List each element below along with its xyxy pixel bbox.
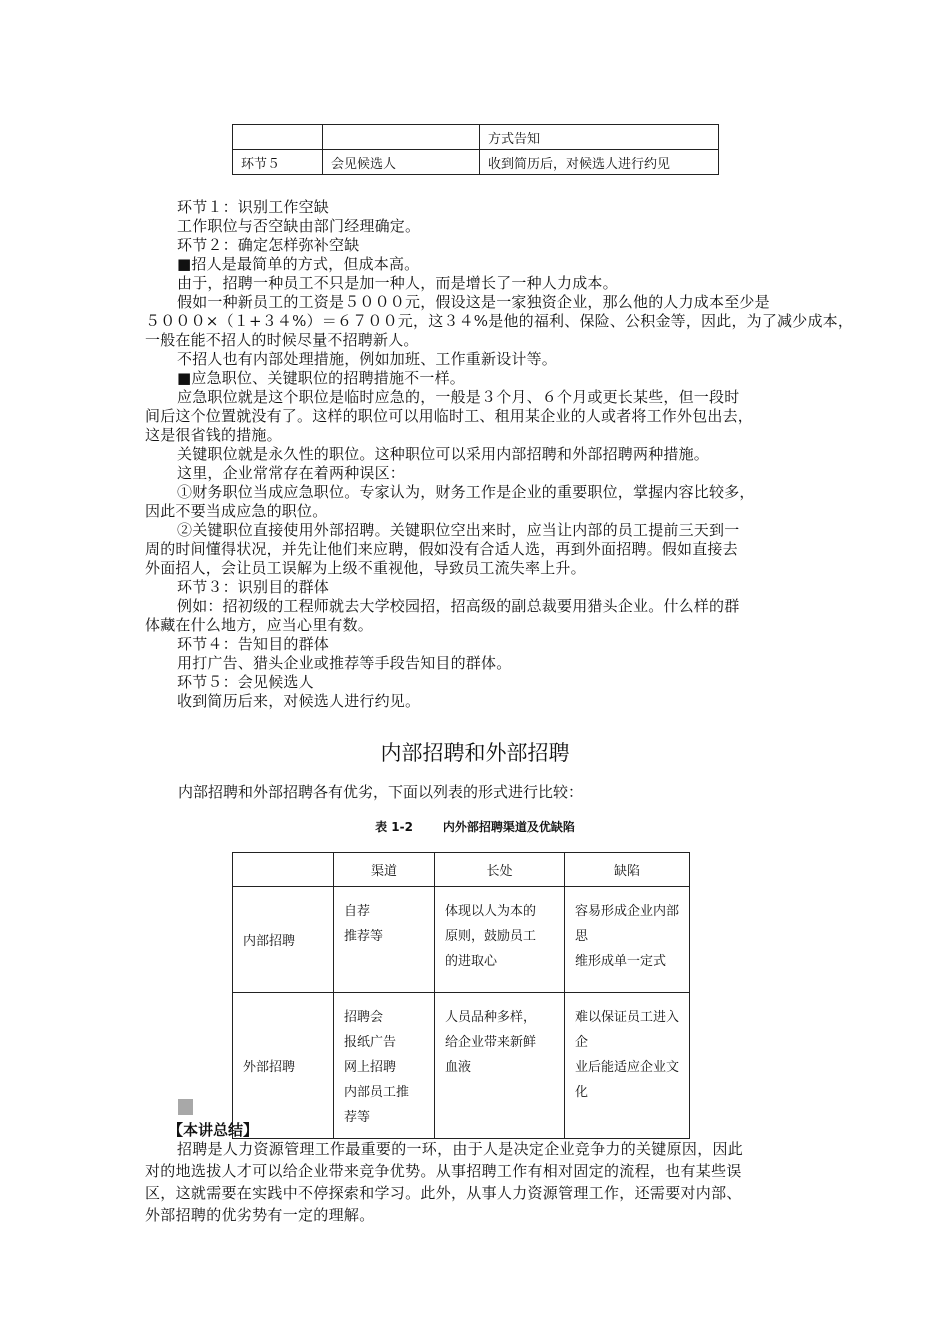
section-title: 内部招聘和外部招聘 [380,741,570,765]
cell-line: 内部员工推 [344,1085,410,1100]
summary-line: 对的地选拔人才可以给企业带来竞争优势。从事招聘工作有相对固定的流程，也有某些误 [145,1162,742,1180]
body-line: 环节４：告知目的群体 [177,635,330,653]
cell-line: 荐等 [344,1110,371,1125]
body-line: 不招人也有内部处理措施，例如加班、工作重新设计等。 [177,350,558,368]
cell-line: 的进取心 [445,954,498,969]
body-line: 假如一种新员工的工资是５０００元，假设这是一家独资企业，那么他的人力成本至少是 [177,293,770,311]
body-line: ①财务职位当成应急职位。专家认为，财务工作是企业的重要职位，掌握内容比较多， [177,483,755,501]
cons-cell [565,887,690,993]
table-cell: 会见候选人 [323,150,480,175]
cell-line: 推荐等 [344,929,384,944]
table-cell [233,125,323,150]
channels-cell [334,887,435,993]
body-line: 环节５：会见候选人 [177,673,314,691]
table-caption [0,818,950,835]
comparison-table [232,852,690,1139]
body-line: 体藏在什么地方，应当心里有数。 [145,616,374,634]
cell-line: 自荐 [344,904,371,919]
cell-line: 人员品种多样， [445,1010,537,1025]
body-line: 环节２：确定怎样弥补空缺 [177,236,360,254]
body-line: 环节３：识别目的群体 [177,578,330,596]
cell-line: 维形成单一定式 [575,954,667,969]
cell-line: 业后能适应企业文化 [575,1060,680,1100]
cons-cell [565,993,690,1139]
summary-line: 区，这就需要在实践中不停探索和学习。此外，从事人力资源管理工作，还需要对内部、 [145,1184,742,1202]
table-cell [323,125,480,150]
body-line: 工作职位与否空缺由部门经理确定。 [177,217,421,235]
body-line: 外面招人，会让员工误解为上级不重视他，导致员工流失率上升。 [145,559,586,577]
cell-line: 难以保证员工进入企 [575,1010,680,1050]
table-header-cell: 缺陷 [565,853,690,887]
body-line: ②关键职位直接使用外部招聘。关键职位空出来时，应当让内部的员工提前三天到一 [177,521,740,539]
body-line: 收到简历后来，对候选人进行约见。 [177,692,421,710]
cell-line: 报纸广告 [344,1035,397,1050]
cell-line: 体现以人为本的 [445,904,537,919]
gray-square-marker [178,1099,193,1115]
body-line: 一般在能不招人的时候尽量不招聘新人。 [145,331,419,349]
body-line: ■招人是最简单的方式，但成本高。 [177,255,420,273]
body-line: 用打广告、猎头企业或推荐等手段告知目的群体。 [177,654,512,672]
cell-line: 容易形成企业内部思 [575,904,680,944]
body-line: 间后这个位置就没有了。这样的职位可以用临时工、租用某企业的人或者将工作外包出去， [145,407,754,425]
table-caption-title: 内外部招聘渠道及优缺陷 [442,820,575,834]
body-line: 由于，招聘一种员工不只是加一种人，而是增长了一种人力成本。 [177,274,618,292]
pros-cell [435,887,565,993]
recruitment-steps-table [232,124,719,175]
body-line: 这是很省钱的措施。 [145,426,282,444]
row-label: 外部招聘 [233,993,334,1139]
table-cell: 方式告知 [480,125,719,150]
table-row [233,150,719,175]
cell-line: 原则，鼓励员工 [445,929,537,944]
body-line: 周的时间懂得状况，并先让他们来应聘，假如没有合适人选，再到外面招聘。假如直接去 [145,540,738,558]
body-line: ■应急职位、关键职位的招聘措施不一样。 [177,369,465,387]
body-line: 因此不要当成应急的职位。 [145,502,328,520]
cell-line: 给企业带来新鲜 [445,1035,537,1050]
table-caption-number: 表 1-2 [375,820,413,834]
table-header-row [233,853,690,887]
table-header-cell [233,853,334,887]
summary-line: 外部招聘的优劣势有一定的理解。 [145,1206,375,1224]
table-cell: 环节５ [233,150,323,175]
table-header-cell: 渠道 [334,853,435,887]
table-row [233,887,690,993]
body-line: 环节１：识别工作空缺 [177,198,330,216]
summary-heading: 【本讲总结】 [168,1121,259,1139]
cell-line: 网上招聘 [344,1060,397,1075]
channels-cell [334,993,435,1139]
body-line: ５０００×（１+３４%）＝６７００元，这３４%是他的福利、保险、公积金等，因此，为了减少成本， [145,312,854,330]
body-line: 应急职位就是这个职位是临时应急的，一般是３个月、６个月或更长某些，但一段时 [177,388,740,406]
row-label: 内部招聘 [233,887,334,993]
cell-line: 血液 [445,1060,472,1075]
table-row [233,993,690,1139]
body-line: 关键职位就是永久性的职位。这种职位可以采用内部招聘和外部招聘两种措施。 [177,445,710,463]
pros-cell [435,993,565,1139]
compare-intro: 内部招聘和外部招聘各有优劣，下面以列表的形式进行比较： [178,783,584,801]
table-cell: 收到简历后，对候选人进行约见 [480,150,719,175]
summary-line: 招聘是人力资源管理工作最重要的一环，由于人是决定企业竞争力的关键原因，因此 [177,1140,744,1158]
table-row [233,125,719,150]
body-line: 例如：招初级的工程师就去大学校园招，招高级的副总裁要用猎头企业。什么样的群 [177,597,740,615]
body-line: 这里，企业常常存在着两种误区： [177,464,406,482]
cell-line: 招聘会 [344,1010,384,1025]
table-header-cell: 长处 [435,853,565,887]
